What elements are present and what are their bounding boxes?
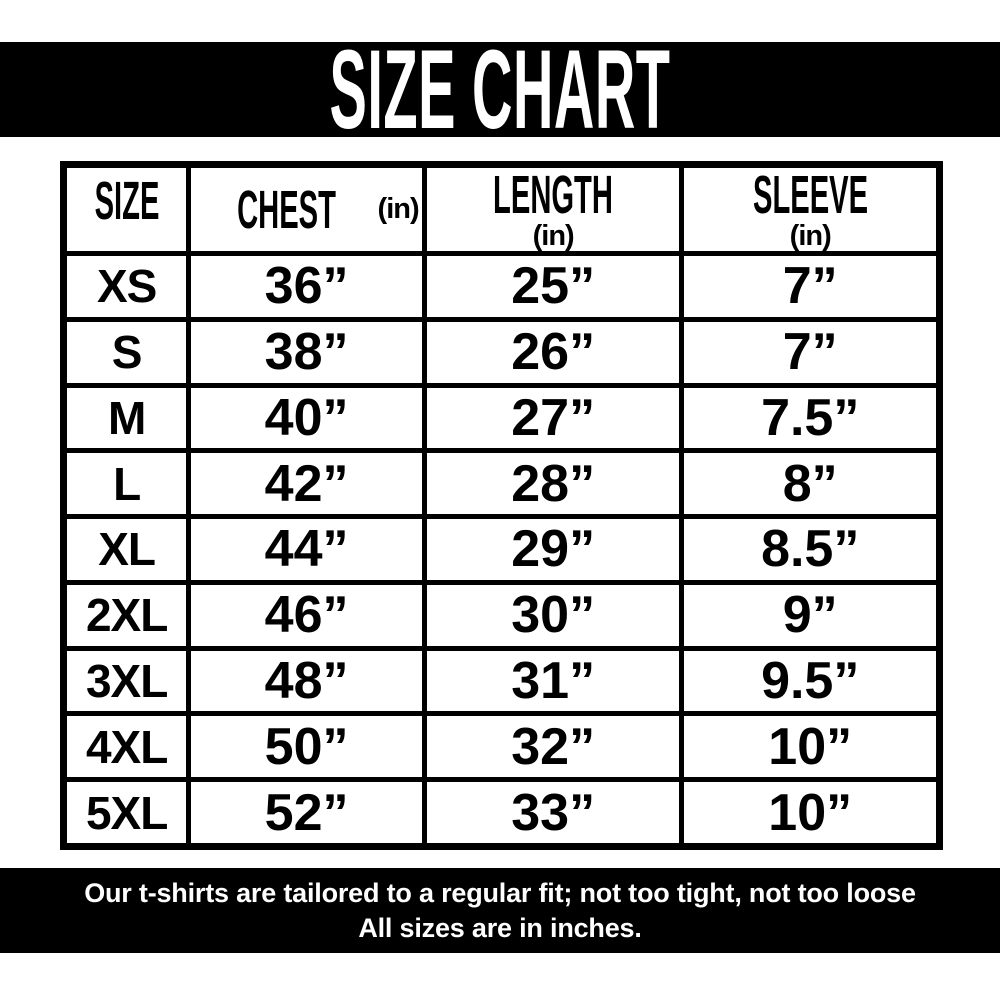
size-cell: XS [64, 254, 189, 320]
table-row-xs [64, 254, 940, 320]
chest-cell: 50” [189, 714, 425, 780]
length-cell: 29” [424, 517, 682, 583]
size-cell: 2XL [64, 582, 189, 648]
footer-fit-note: Our t-shirts are tailored to a regular fit; not too tight, not too loose [84, 877, 916, 908]
sleeve-cell: 8.5” [682, 517, 940, 583]
size-table-container [60, 161, 943, 850]
length-cell: 28” [424, 451, 682, 517]
size-cell: M [64, 385, 189, 451]
col-header-sleeve-unit: (in) [789, 220, 831, 252]
col-header-chest-label: CHEST [236, 179, 336, 240]
length-cell: 25” [424, 254, 682, 320]
table-row-2xl [64, 582, 940, 648]
sleeve-cell: 7” [682, 254, 940, 320]
col-header-length-unit: (in) [532, 220, 574, 252]
sleeve-cell: 9” [682, 582, 940, 648]
table-header-row [64, 165, 940, 254]
footer-banner [0, 868, 1000, 953]
table-row-m [64, 385, 940, 451]
sleeve-cell: 10” [682, 780, 940, 847]
table-row-3xl [64, 648, 940, 714]
col-header-chest-unit: (in) [377, 193, 419, 225]
title-banner [0, 26, 1000, 152]
length-cell: 32” [424, 714, 682, 780]
sleeve-cell: 7” [682, 319, 940, 385]
chest-cell: 36” [189, 254, 425, 320]
chest-cell: 40” [189, 385, 425, 451]
size-cell: 4XL [64, 714, 189, 780]
chest-cell: 52” [189, 780, 425, 847]
chest-cell: 38” [189, 319, 425, 385]
size-table [60, 161, 943, 850]
size-cell: 3XL [64, 648, 189, 714]
length-cell: 27” [424, 385, 682, 451]
length-cell: 30” [424, 582, 682, 648]
chest-cell: 48” [189, 648, 425, 714]
table-row-4xl [64, 714, 940, 780]
length-cell: 31” [424, 648, 682, 714]
table-row-xl [64, 517, 940, 583]
table-row-5xl [64, 780, 940, 847]
size-cell: 5XL [64, 780, 189, 847]
page-title: SIZE CHART [329, 26, 671, 152]
length-cell: 33” [424, 780, 682, 847]
size-cell: L [64, 451, 189, 517]
col-header-sleeve-label: SLEEVE [752, 165, 868, 225]
col-header-size-label: SIZE [94, 170, 160, 231]
table-row-l [64, 451, 940, 517]
col-header-length-label: LENGTH [493, 165, 614, 225]
chest-cell: 46” [189, 582, 425, 648]
chest-cell: 44” [189, 517, 425, 583]
col-header-size [64, 165, 189, 254]
table-row-s [64, 319, 940, 385]
sleeve-cell: 9.5” [682, 648, 940, 714]
size-cell: XL [64, 517, 189, 583]
sleeve-cell: 10” [682, 714, 940, 780]
sleeve-cell: 7.5” [682, 385, 940, 451]
chest-cell: 42” [189, 451, 425, 517]
col-header-chest [189, 165, 425, 254]
size-cell: S [64, 319, 189, 385]
length-cell: 26” [424, 319, 682, 385]
col-header-sleeve [682, 165, 940, 254]
footer-units-note: All sizes are in inches. [358, 912, 642, 943]
sleeve-cell: 8” [682, 451, 940, 517]
col-header-length [424, 165, 682, 254]
